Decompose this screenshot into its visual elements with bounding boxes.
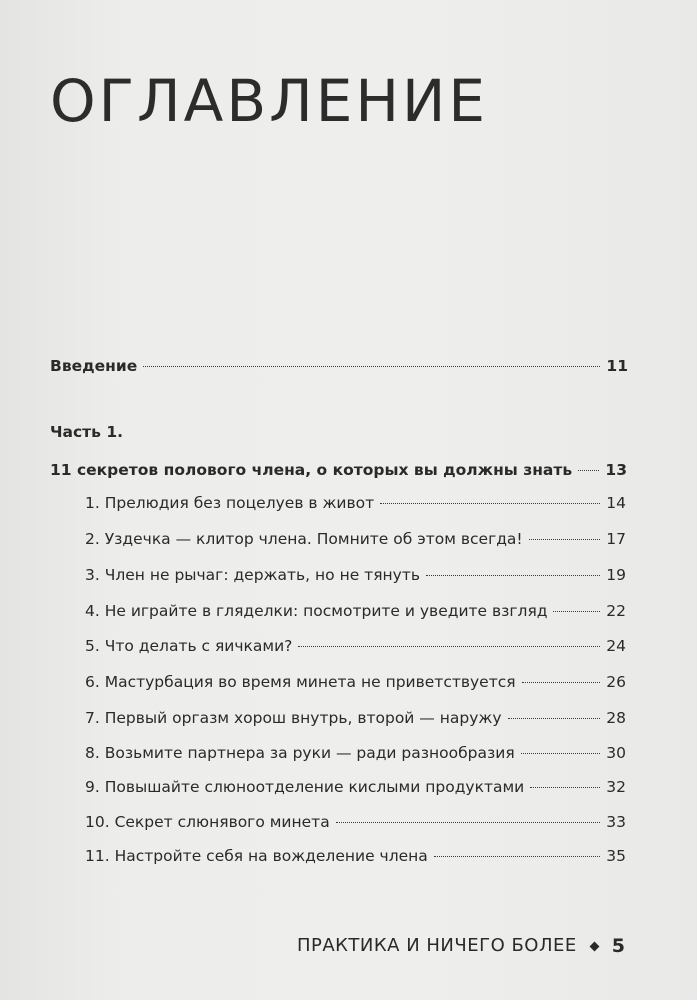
toc-page-number: 32 xyxy=(606,778,626,796)
dot-leader xyxy=(521,753,601,754)
dot-leader xyxy=(529,539,601,540)
toc-entry-label: 9. Повышайте слюноотделение кислыми продуктами xyxy=(85,778,525,796)
toc-entry-intro[interactable] xyxy=(50,354,628,378)
running-title: ПРАКТИКА И НИЧЕГО БОЛЕЕ xyxy=(296,935,577,956)
toc-page-number: 26 xyxy=(606,673,626,691)
toc-entry-label: 7. Первый оргазм хорош внутрь, второй — наружу xyxy=(85,709,502,727)
part-label: Часть 1. xyxy=(50,423,124,441)
page-title: ОГЛАВЛЕНИЕ xyxy=(50,67,489,135)
toc-entry-label: 3. Член не рычаг: держать, но не тянуть xyxy=(85,566,421,584)
dot-leader xyxy=(508,718,601,719)
toc-entry-label: 10. Секрет слюнявого минета xyxy=(85,813,330,831)
dot-leader xyxy=(522,682,601,683)
toc-entry-label: 6. Мастурбация во время минета не приветствуется xyxy=(85,673,516,691)
toc-entry-part-heading[interactable] xyxy=(50,458,627,482)
toc-entry[interactable] xyxy=(85,775,626,799)
toc-entry-label: 1. Прелюдия без поцелуев в живот xyxy=(85,494,375,512)
toc-entry[interactable] xyxy=(85,527,626,551)
dot-leader xyxy=(143,366,600,367)
toc-page-number: 17 xyxy=(606,530,626,548)
page-footer xyxy=(297,932,625,960)
dot-leader xyxy=(553,611,600,612)
toc-page-number: 14 xyxy=(606,494,626,512)
toc-entry-label: 8. Возьмите партнера за руки — ради разнообразия xyxy=(85,744,515,762)
toc-entry-label: 11 секретов полового члена, о которых вы должны знать xyxy=(50,461,573,479)
dot-leader xyxy=(426,575,600,576)
page-number: 5 xyxy=(611,935,625,957)
toc-entry-label: 11. Настройте себя на вожделение члена xyxy=(85,847,428,865)
dot-leader xyxy=(434,856,600,857)
dot-leader xyxy=(578,470,599,471)
toc-entry[interactable] xyxy=(85,706,626,730)
toc-page-number: 28 xyxy=(606,709,626,727)
toc-entry-label: 5. Что делать с яичками? xyxy=(85,637,293,655)
toc-page-number: 33 xyxy=(606,813,626,831)
toc-page-number: 30 xyxy=(606,744,626,762)
dot-leader xyxy=(530,787,600,788)
toc-entry[interactable] xyxy=(85,599,626,623)
toc-page-number: 13 xyxy=(605,461,627,479)
toc-entry[interactable] xyxy=(85,810,626,834)
toc-entry[interactable] xyxy=(85,563,626,587)
diamond-separator-icon xyxy=(589,941,599,951)
toc-page-number: 19 xyxy=(606,566,626,584)
toc-page-number: 35 xyxy=(606,847,626,865)
toc-entry[interactable] xyxy=(85,844,626,868)
toc-entry[interactable] xyxy=(85,670,626,694)
toc-page-number: 24 xyxy=(606,637,626,655)
dot-leader xyxy=(336,822,601,823)
toc-entry-label: Введение xyxy=(50,357,138,375)
toc-entry-label: 4. Не играйте в гляделки: посмотрите и уведите взгляд xyxy=(85,602,548,620)
dot-leader xyxy=(380,503,600,504)
toc-page-number: 11 xyxy=(606,357,628,375)
dot-leader xyxy=(298,646,600,647)
toc-entry[interactable] xyxy=(85,491,626,515)
toc-page-number: 22 xyxy=(606,602,626,620)
toc-entry[interactable] xyxy=(85,634,626,658)
toc-entry[interactable] xyxy=(85,741,626,765)
toc-entry-label: 2. Уздечка — клитор члена. Помните об этом всегда! xyxy=(85,530,523,548)
